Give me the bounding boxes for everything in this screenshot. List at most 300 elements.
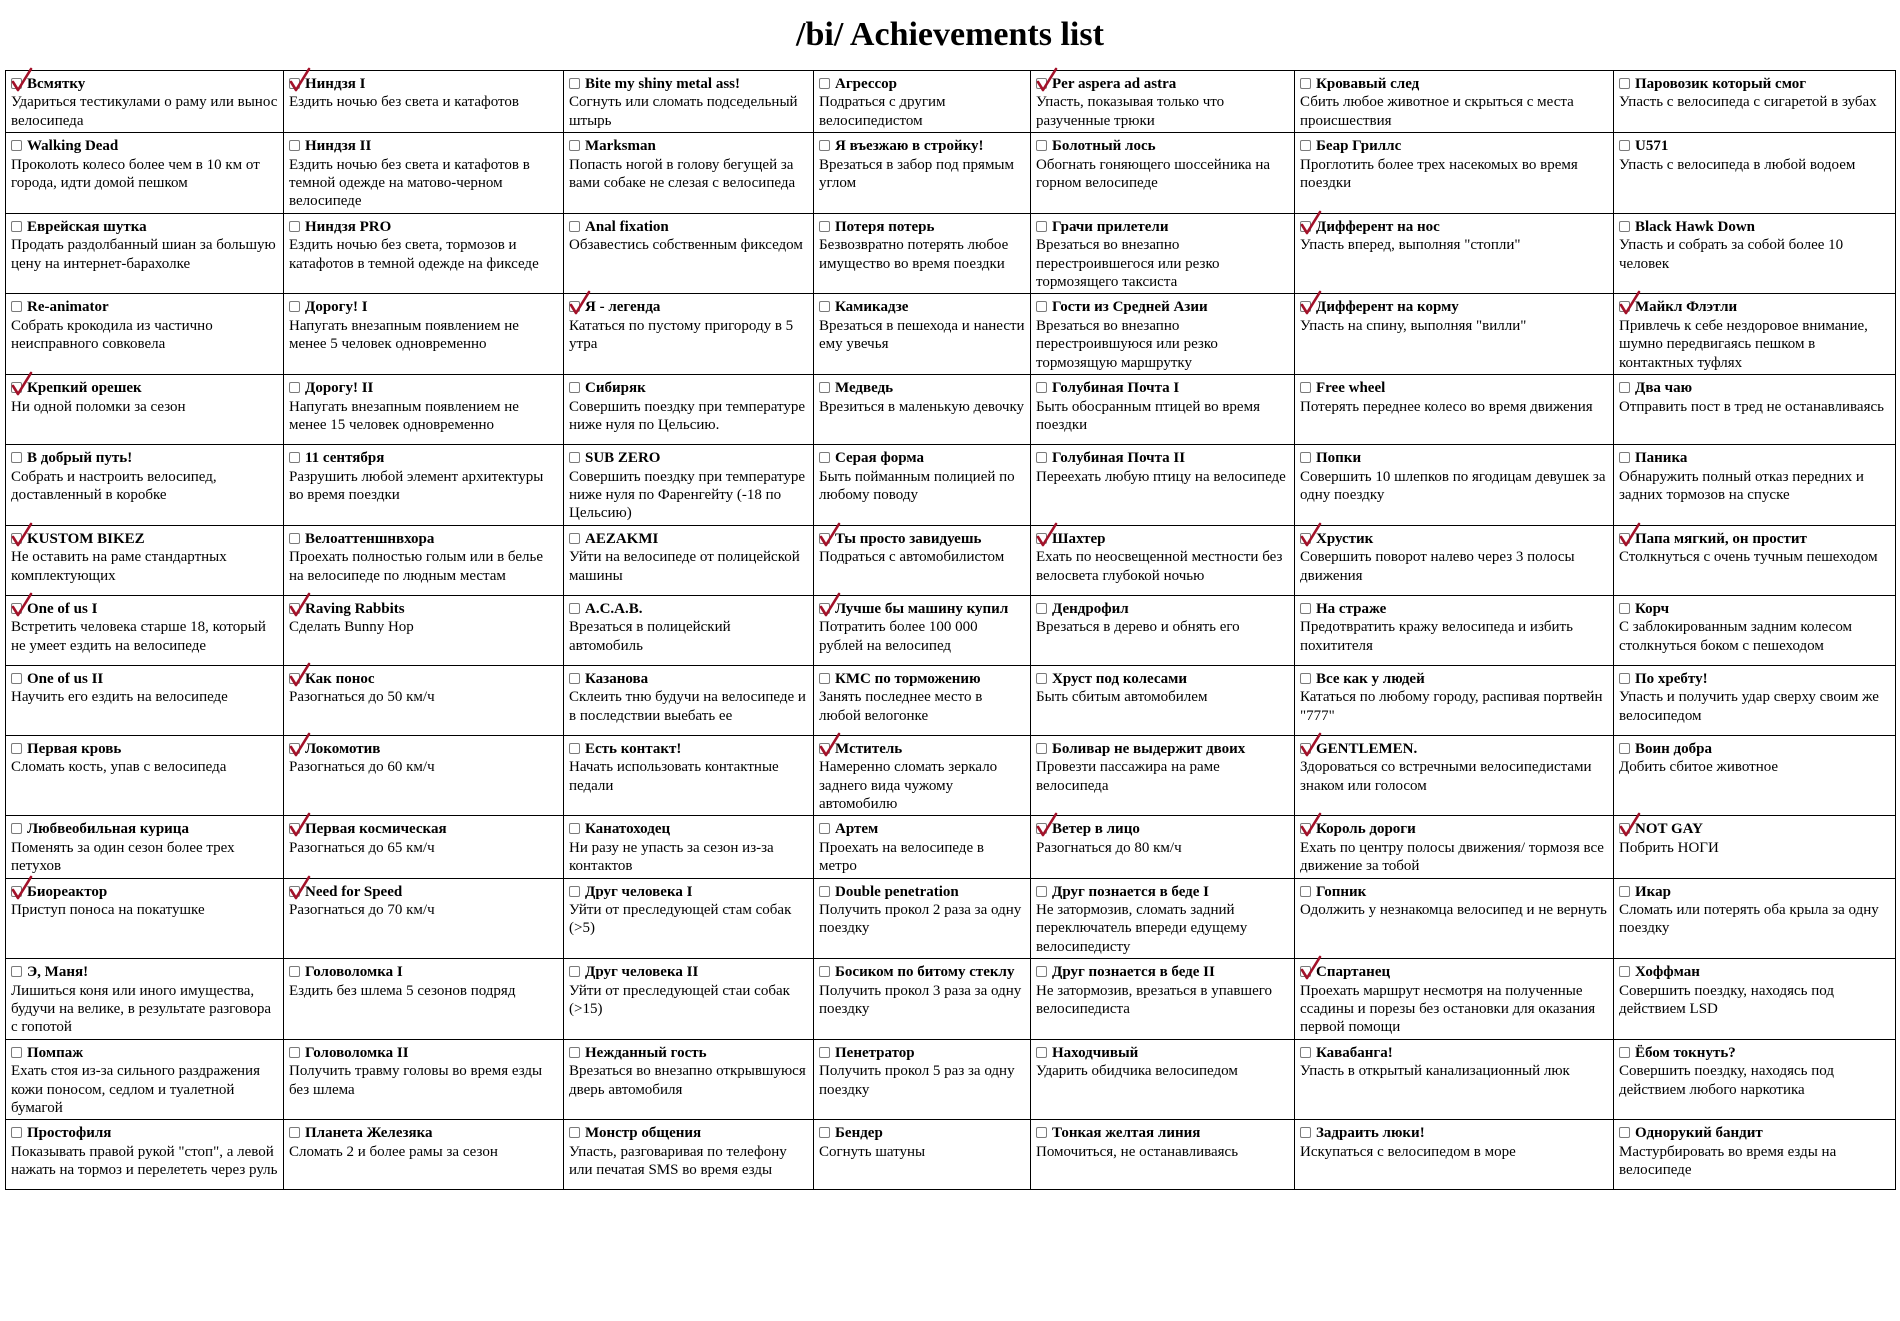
achievement-title: Как понос	[305, 670, 375, 687]
achievement-title: Икар	[1635, 883, 1671, 900]
achievement-description: Привлечь к себе нездоровое внимание, шумно передвигаясь пешком в контактных туфлях	[1619, 317, 1868, 371]
achievement-checkbox-checked[interactable]	[819, 533, 830, 544]
achievement-description: Ездить ночью без света и катафотов в темной одежде на матово-черном велосипеде	[289, 156, 530, 210]
achievement-header	[819, 883, 1025, 901]
achievement-checkbox[interactable]	[1619, 603, 1630, 614]
achievement-checkbox[interactable]	[569, 886, 580, 897]
achievement-checkbox[interactable]	[1036, 1127, 1047, 1138]
achievement-row	[6, 1120, 1896, 1190]
achievement-header	[1036, 963, 1289, 981]
achievement-checkbox[interactable]	[1036, 221, 1047, 232]
achievement-title: Тонкая желтая линия	[1052, 1125, 1201, 1142]
achievement-cell	[1031, 525, 1295, 595]
achievement-header	[289, 75, 558, 93]
achievement-checkbox-checked[interactable]	[1300, 823, 1311, 834]
achievement-checkbox[interactable]	[11, 452, 22, 463]
achievement-checkbox-checked[interactable]	[1300, 966, 1311, 977]
achievement-description: Собрать и настроить велосипед, доставленный в коробке	[11, 468, 217, 503]
achievement-cell	[1295, 525, 1614, 595]
achievement-checkbox[interactable]	[1300, 1047, 1311, 1058]
achievement-cell	[1295, 71, 1614, 133]
achievement-checkbox[interactable]	[819, 140, 830, 151]
achievement-header	[1036, 820, 1289, 838]
achievement-checkbox[interactable]	[819, 823, 830, 834]
achievement-header	[819, 218, 1025, 236]
achievement-cell	[1614, 1039, 1896, 1120]
achievement-title: Хруст под колесами	[1052, 670, 1188, 687]
achievement-header	[1619, 820, 1890, 838]
achievement-cell	[6, 294, 284, 375]
achievement-description: Предотвратить кражу велосипеда и избить похитителя	[1300, 619, 1573, 654]
achievement-description: Упасть на спину, выполняя "вилли"	[1300, 317, 1527, 334]
achievement-checkbox[interactable]	[1036, 886, 1047, 897]
achievement-checkbox-checked[interactable]	[289, 673, 300, 684]
achievement-description: Получить прокол 5 раз за одну поездку	[819, 1063, 1015, 1098]
achievement-description: Согнуть шатуны	[819, 1143, 926, 1160]
achievement-description: Поменять за один сезон более трех петухов	[11, 839, 235, 875]
achievement-description: Быть сбитым автомобилем	[1036, 689, 1208, 706]
achievement-checkbox[interactable]	[1619, 1127, 1630, 1138]
achievement-title: Голубиная Почта I	[1052, 380, 1180, 397]
achievement-checkbox[interactable]	[569, 1047, 580, 1058]
achievement-cell	[564, 445, 814, 526]
achievement-checkbox[interactable]	[569, 823, 580, 834]
achievement-header	[819, 530, 1025, 548]
achievement-checkbox[interactable]	[289, 533, 300, 544]
achievement-header	[1300, 530, 1608, 548]
achievement-header	[289, 820, 558, 838]
achievement-cell	[284, 665, 564, 735]
achievement-header	[11, 1124, 278, 1142]
achievement-cell	[6, 71, 284, 133]
achievement-checkbox-checked[interactable]	[1619, 823, 1630, 834]
achievement-title: Друг человека I	[585, 883, 693, 900]
achievement-description: Напугать внезапным появлением не менее 15 человек одновременно	[289, 398, 519, 433]
achievement-checkbox[interactable]	[819, 452, 830, 463]
achievement-checkbox[interactable]	[1300, 452, 1311, 463]
achievement-title: Попки	[1316, 450, 1362, 467]
achievement-cell	[284, 735, 564, 816]
achievement-checkbox[interactable]	[1619, 221, 1630, 232]
achievement-checkbox-checked[interactable]	[289, 823, 300, 834]
achievement-title: 11 сентября	[305, 450, 385, 467]
achievement-checkbox[interactable]	[569, 221, 580, 232]
achievement-cell	[6, 665, 284, 735]
achievement-header	[289, 218, 558, 236]
achievement-description: Ездить ночью без света и катафотов	[289, 94, 519, 111]
achievement-checkbox[interactable]	[1036, 301, 1047, 312]
achievement-cell	[1295, 213, 1614, 294]
achievement-cell	[1031, 445, 1295, 526]
achievement-description: Не оставить на раме стандартных комплектующих	[11, 549, 227, 584]
achievement-checkbox[interactable]	[11, 221, 22, 232]
achievement-header	[1619, 298, 1890, 316]
achievement-checkbox[interactable]	[819, 673, 830, 684]
achievement-cell	[6, 735, 284, 816]
achievement-cell	[6, 375, 284, 445]
achievement-checkbox-checked[interactable]	[1036, 823, 1047, 834]
achievement-header	[289, 740, 558, 758]
achievement-cell	[1295, 133, 1614, 214]
achievement-checkbox[interactable]	[1300, 382, 1311, 393]
achievement-description: Попасть ногой в голову бегущей за вами собаке не слезая с велосипеда	[569, 156, 796, 192]
achievement-header	[1619, 530, 1890, 548]
achievement-description: Лишиться коня или иного имущества, будучи на велике, в результате разговора с гопотой	[11, 982, 272, 1036]
achievement-title: Задраить люки!	[1316, 1125, 1425, 1142]
achievement-checkbox[interactable]	[819, 78, 830, 89]
achievement-description: Разогнаться до 70 км/ч	[289, 901, 435, 918]
achievement-header	[569, 670, 808, 688]
achievement-checkbox-checked[interactable]	[289, 886, 300, 897]
achievement-row	[6, 294, 1896, 375]
achievement-row	[6, 375, 1896, 445]
achievement-cell	[814, 1120, 1031, 1190]
achievement-header	[11, 379, 278, 397]
achievement-header	[289, 530, 558, 548]
achievement-header	[569, 600, 808, 618]
achievement-cell	[1295, 959, 1614, 1040]
achievement-description: Упасть с велосипеда с сигаретой в зубах	[1619, 94, 1877, 111]
achievement-title: Крепкий орешек	[27, 380, 142, 397]
achievement-checkbox-checked[interactable]	[1036, 78, 1047, 89]
achievement-header	[1619, 600, 1890, 618]
achievement-cell	[1614, 445, 1896, 526]
achievement-checkbox[interactable]	[1300, 78, 1311, 89]
achievement-row	[6, 665, 1896, 735]
achievement-title: По хребту!	[1635, 670, 1708, 687]
achievement-checkbox[interactable]	[569, 1127, 580, 1138]
achievement-description: Упасть и получить удар сверху своим же велосипедом	[1619, 689, 1879, 724]
achievement-checkbox[interactable]	[11, 673, 22, 684]
achievement-cell	[814, 133, 1031, 214]
achievement-title: Free wheel	[1316, 380, 1386, 397]
achievement-header	[1036, 75, 1289, 93]
achievement-cell	[814, 735, 1031, 816]
achievement-description: Совершить поездку при температуре ниже нуля по Фаренгейту (-18 по Цельсию)	[569, 468, 806, 522]
achievements-table	[5, 70, 1896, 1190]
achievement-cell	[6, 595, 284, 665]
achievement-checkbox[interactable]	[819, 1127, 830, 1138]
achievement-cell	[564, 735, 814, 816]
achievement-cell	[6, 133, 284, 214]
achievement-cell	[1031, 735, 1295, 816]
achievement-description: Побрить НОГИ	[1619, 839, 1719, 856]
achievement-checkbox[interactable]	[289, 966, 300, 977]
achievement-title: Локомотив	[305, 740, 381, 757]
achievement-header	[569, 530, 808, 548]
achievement-cell	[1614, 71, 1896, 133]
achievement-title: Папа мягкий, он простит	[1635, 530, 1807, 547]
achievement-title: Пенетратор	[835, 1044, 915, 1061]
achievement-description: Приступ поноса на покатушке	[11, 901, 205, 918]
achievement-checkbox[interactable]	[569, 533, 580, 544]
achievement-checkbox[interactable]	[1619, 1047, 1630, 1058]
achievement-checkbox[interactable]	[1300, 603, 1311, 614]
achievement-checkbox-checked[interactable]	[1619, 301, 1630, 312]
achievement-description: Обзавестись собственным фикседом	[569, 237, 803, 254]
achievement-header	[819, 670, 1025, 688]
achievement-checkbox[interactable]	[1036, 966, 1047, 977]
achievement-cell	[814, 375, 1031, 445]
achievement-checkbox[interactable]	[569, 452, 580, 463]
achievement-header	[1619, 218, 1890, 236]
achievement-checkbox[interactable]	[289, 221, 300, 232]
achievement-header	[1300, 1124, 1608, 1142]
achievement-description: Проколоть колесо более чем в 10 км от города, идти домой пешком	[11, 156, 260, 192]
achievement-header	[819, 75, 1025, 93]
achievement-checkbox[interactable]	[1619, 452, 1630, 463]
achievement-cell	[564, 375, 814, 445]
achievement-checkbox[interactable]	[569, 78, 580, 89]
achievement-checkbox[interactable]	[1036, 673, 1047, 684]
achievement-description: Столкнуться с очень тучным пешеходом	[1619, 549, 1878, 566]
achievement-row	[6, 133, 1896, 214]
achievement-description: Врезаться во внезапно открывшуюся дверь автомобиля	[569, 1063, 806, 1098]
achievement-checkbox[interactable]	[11, 823, 22, 834]
achievement-checkbox[interactable]	[819, 886, 830, 897]
achievement-description: Упасть с велосипеда в любой водоем	[1619, 156, 1856, 173]
achievement-checkbox[interactable]	[1036, 382, 1047, 393]
achievement-header	[1036, 1124, 1289, 1142]
achievement-description: Провезти пассажира на раме велосипеда	[1036, 759, 1220, 794]
achievement-title: Э, Маня!	[27, 964, 89, 981]
achievement-title: Дорогу! I	[305, 299, 368, 316]
achievement-title: Кавабанга!	[1316, 1044, 1393, 1061]
achievement-checkbox-checked[interactable]	[1036, 533, 1047, 544]
achievement-cell	[1295, 294, 1614, 375]
achievement-description: Обнаружить полный отказ передних и задних тормозов на спуске	[1619, 468, 1864, 503]
achievement-checkbox[interactable]	[819, 301, 830, 312]
achievement-title: Black Hawk Down	[1635, 218, 1756, 235]
achievement-description: Одолжить у незнакомца велосипед и не вернуть	[1300, 901, 1607, 918]
achievement-description: Врезаться в забор под прямым углом	[819, 156, 1015, 192]
achievement-title: Все как у людей	[1316, 670, 1425, 687]
achievement-header	[569, 820, 808, 838]
achievement-checkbox[interactable]	[289, 452, 300, 463]
achievement-title: Need for Speed	[305, 883, 403, 900]
achievement-checkbox-checked[interactable]	[289, 78, 300, 89]
achievement-header	[819, 1124, 1025, 1142]
achievement-checkbox[interactable]	[1300, 140, 1311, 151]
achievement-checkbox[interactable]	[569, 966, 580, 977]
achievement-cell	[6, 878, 284, 959]
achievement-description: Продать раздолбанный шиан за большую цену на интернет-барахолке	[11, 237, 276, 272]
achievement-cell	[6, 1039, 284, 1120]
achievement-checkbox[interactable]	[1300, 886, 1311, 897]
achievement-description: Ударить обидчика велосипедом	[1036, 1063, 1238, 1080]
achievement-checkbox[interactable]	[569, 382, 580, 393]
achievement-checkbox-checked[interactable]	[1300, 221, 1311, 232]
achievement-checkbox[interactable]	[819, 382, 830, 393]
achievement-description: Получить прокол 2 раза за одну поездку	[819, 901, 1022, 937]
achievement-checkbox[interactable]	[1619, 382, 1630, 393]
achievement-checkbox-checked[interactable]	[569, 301, 580, 312]
achievement-checkbox[interactable]	[289, 382, 300, 393]
achievement-header	[1619, 1124, 1890, 1142]
achievement-cell	[1614, 665, 1896, 735]
achievement-cell	[564, 294, 814, 375]
achievement-title: Простофиля	[27, 1125, 112, 1142]
achievement-checkbox[interactable]	[289, 1127, 300, 1138]
achievement-checkbox-checked[interactable]	[11, 382, 22, 393]
achievement-checkbox[interactable]	[1036, 452, 1047, 463]
achievement-checkbox-checked[interactable]	[11, 78, 22, 89]
achievement-checkbox[interactable]	[569, 140, 580, 151]
achievement-header	[819, 740, 1025, 758]
achievement-checkbox-checked[interactable]	[1300, 743, 1311, 754]
achievement-title: Я въезжаю в стройку!	[835, 138, 984, 155]
achievement-title: Друг познается в беде II	[1052, 964, 1215, 981]
achievement-cell	[1295, 816, 1614, 878]
achievement-header	[1300, 963, 1608, 981]
achievement-description: Сломать 2 и более рамы за сезон	[289, 1143, 498, 1160]
achievement-cell	[814, 959, 1031, 1040]
achievement-cell	[1614, 213, 1896, 294]
achievement-checkbox-checked[interactable]	[11, 533, 22, 544]
achievement-cell	[1295, 735, 1614, 816]
achievement-header	[1300, 449, 1608, 467]
achievement-checkbox[interactable]	[11, 1047, 22, 1058]
achievement-title: Голубиная Почта II	[1052, 450, 1186, 467]
achievement-description: Врезаться во внезапно перестроившуюся или резко тормозящую маршрутку	[1036, 317, 1218, 371]
achievement-description: Подраться с автомобилистом	[819, 549, 1005, 566]
achievement-title: Ёбом токнуть?	[1635, 1044, 1736, 1061]
achievement-checkbox[interactable]	[1619, 966, 1630, 977]
achievement-title: Per aspera ad astra	[1052, 76, 1177, 92]
achievement-description: Разогнаться до 80 км/ч	[1036, 839, 1182, 856]
achievement-checkbox[interactable]	[819, 966, 830, 977]
achievement-header	[819, 379, 1025, 397]
achievement-description: Добить сбитое животное	[1619, 759, 1779, 776]
achievement-checkbox[interactable]	[11, 301, 22, 312]
achievement-checkbox-checked[interactable]	[11, 603, 22, 614]
achievement-header	[819, 600, 1025, 618]
achievement-description: Не затормозив, сломать задний переключатель впереди едущему велосипедисту	[1036, 901, 1248, 955]
achievement-checkbox-checked[interactable]	[11, 886, 22, 897]
achievement-checkbox[interactable]	[11, 743, 22, 754]
achievement-checkbox-checked[interactable]	[289, 743, 300, 754]
achievement-checkbox[interactable]	[569, 603, 580, 614]
achievement-cell	[1031, 1120, 1295, 1190]
achievement-title: Re-animator	[27, 299, 109, 316]
achievement-cell	[284, 1120, 564, 1190]
achievement-cell	[1295, 878, 1614, 959]
achievement-title: Walking Dead	[27, 138, 119, 155]
achievement-checkbox[interactable]	[1619, 140, 1630, 151]
achievement-cell	[6, 1120, 284, 1190]
achievement-cell	[6, 213, 284, 294]
achievement-description: Совершить поездку при температуре ниже нуля по Цельсию.	[569, 398, 806, 433]
achievement-checkbox[interactable]	[819, 1047, 830, 1058]
achievement-checkbox-checked[interactable]	[819, 743, 830, 754]
achievement-checkbox[interactable]	[11, 1127, 22, 1138]
achievement-header	[1036, 883, 1289, 901]
achievement-description: Быть обосранным птицей во время поездки	[1036, 398, 1260, 433]
achievement-checkbox[interactable]	[1619, 673, 1630, 684]
achievement-cell	[564, 1039, 814, 1120]
achievement-header	[569, 298, 808, 316]
achievement-title: U571	[1635, 138, 1669, 155]
achievement-checkbox[interactable]	[1036, 743, 1047, 754]
achievement-cell	[814, 665, 1031, 735]
achievement-header	[289, 670, 558, 688]
achievement-checkbox[interactable]	[289, 1047, 300, 1058]
achievement-header	[569, 1044, 808, 1062]
achievement-checkbox[interactable]	[1619, 743, 1630, 754]
achievement-row	[6, 525, 1896, 595]
achievement-title: Всмятку	[27, 76, 86, 92]
achievement-checkbox[interactable]	[289, 140, 300, 151]
achievement-title: Ниндзя PRO	[305, 218, 392, 235]
achievement-description: Упасть, показывая только что разученные трюки	[1036, 94, 1225, 129]
achievement-title: Головоломка I	[305, 964, 403, 981]
achievement-cell	[564, 665, 814, 735]
achievement-description: Ехать стоя из-за сильного раздражения кожи поносом, седлом и туалетной бумагой	[11, 1063, 260, 1117]
achievement-description: Потерять переднее колесо во время движения	[1300, 398, 1593, 415]
achievement-checkbox-checked[interactable]	[819, 603, 830, 614]
achievement-description: Врезаться в дерево и обнять его	[1036, 619, 1240, 636]
achievement-checkbox-checked[interactable]	[1300, 533, 1311, 544]
achievement-cell	[284, 294, 564, 375]
achievement-description: Уйти на велосипеде от полицейской машины	[569, 549, 800, 584]
achievement-checkbox[interactable]	[1619, 78, 1630, 89]
achievement-row	[6, 71, 1896, 133]
achievement-cell	[284, 959, 564, 1040]
achievement-checkbox[interactable]	[289, 301, 300, 312]
achievement-row	[6, 959, 1896, 1040]
achievement-checkbox-checked[interactable]	[1619, 533, 1630, 544]
achievement-checkbox[interactable]	[819, 221, 830, 232]
achievement-row	[6, 595, 1896, 665]
achievement-checkbox[interactable]	[1300, 673, 1311, 684]
achievement-cell	[1295, 1120, 1614, 1190]
achievement-description: Разогнаться до 65 км/ч	[289, 839, 435, 856]
achievement-header	[289, 600, 558, 618]
achievement-header	[11, 75, 278, 93]
achievement-title: Потеря потерь	[835, 218, 935, 235]
achievement-header	[11, 740, 278, 758]
achievement-cell	[1614, 133, 1896, 214]
achievement-checkbox[interactable]	[1036, 1047, 1047, 1058]
achievement-description: Напугать внезапным появлением не менее 5 человек одновременно	[289, 317, 519, 353]
achievement-description: Удариться тестикулами о раму или вынос велосипеда	[11, 94, 278, 129]
achievement-title: Планета Железяка	[305, 1125, 433, 1142]
achievement-title: Спартанец	[1316, 964, 1391, 981]
achievement-checkbox[interactable]	[11, 966, 22, 977]
achievement-cell	[1031, 213, 1295, 294]
achievement-checkbox[interactable]	[569, 673, 580, 684]
achievement-cell	[564, 1120, 814, 1190]
achievement-header	[11, 298, 278, 316]
achievement-checkbox[interactable]	[11, 140, 22, 151]
achievement-checkbox-checked[interactable]	[1300, 301, 1311, 312]
achievement-checkbox[interactable]	[1036, 603, 1047, 614]
achievement-checkbox[interactable]	[1619, 886, 1630, 897]
achievement-header	[569, 1124, 808, 1142]
achievement-description: Врезаться в пешехода и нанести ему увечья	[819, 317, 1025, 353]
achievement-checkbox-checked[interactable]	[289, 603, 300, 614]
achievement-checkbox[interactable]	[1036, 140, 1047, 151]
achievement-checkbox[interactable]	[569, 743, 580, 754]
achievement-title: Казанова	[585, 670, 649, 687]
achievement-checkbox[interactable]	[1300, 1127, 1311, 1138]
achievement-title: Канатоходец	[585, 821, 671, 838]
achievement-cell	[564, 959, 814, 1040]
achievement-header	[1300, 740, 1608, 758]
achievement-row	[6, 445, 1896, 526]
achievement-cell	[1031, 959, 1295, 1040]
achievement-title: Боливар не выдержит двоих	[1052, 740, 1246, 757]
